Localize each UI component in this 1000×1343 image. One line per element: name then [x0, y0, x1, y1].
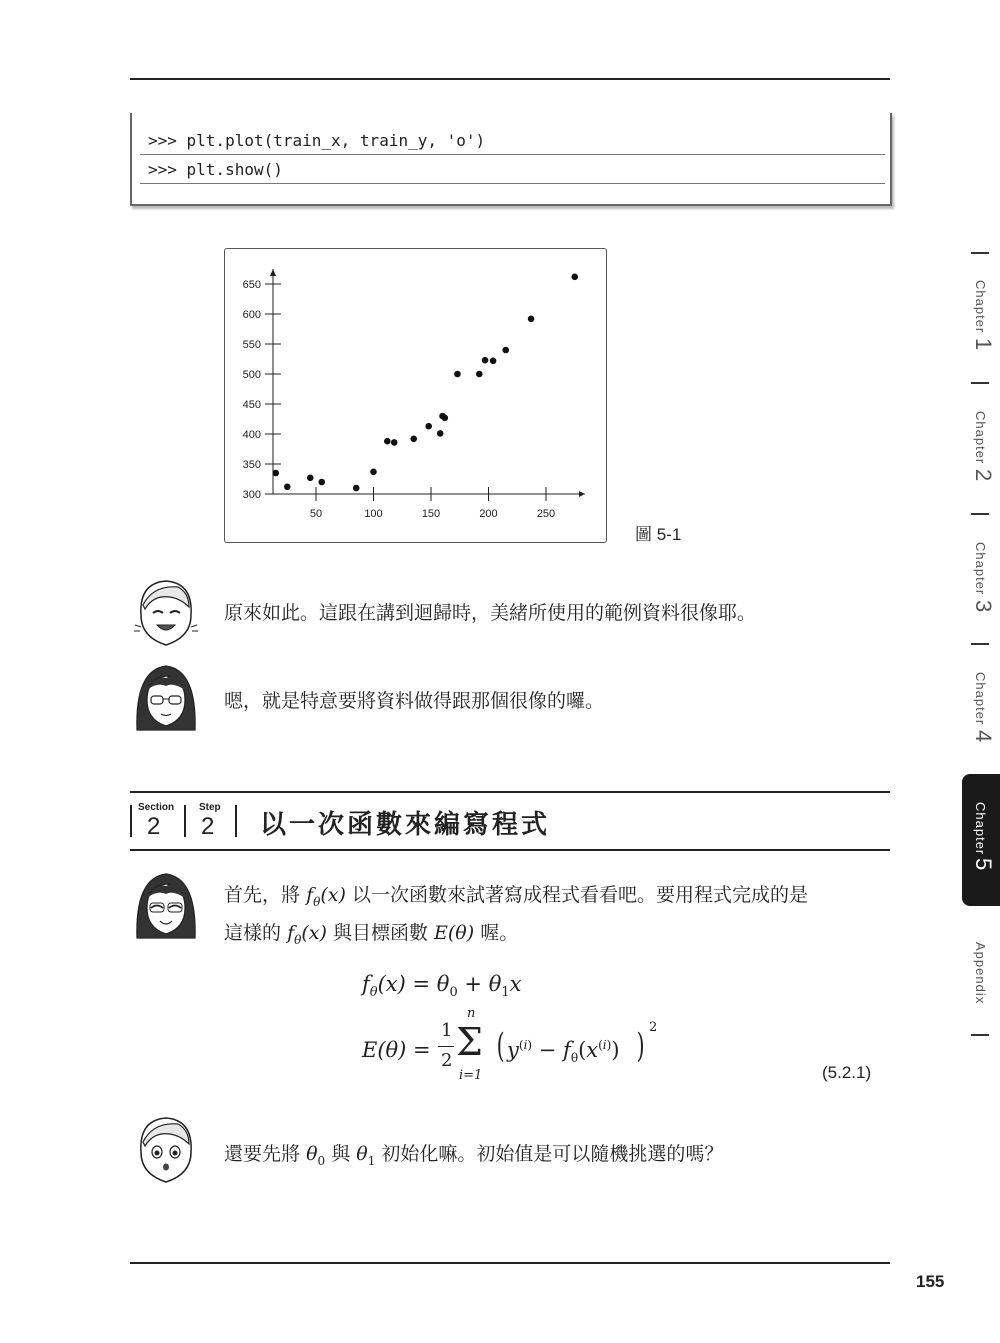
- y-tick-label: 500: [242, 369, 261, 381]
- section-divider: [130, 805, 132, 837]
- y-tick-label: 650: [242, 279, 261, 291]
- page-number: 155: [916, 1272, 945, 1291]
- y-axis-arrow: [270, 269, 276, 276]
- figure-caption: 圖 5-1: [635, 525, 682, 544]
- equation-objective: E(θ) = 1 2 n Σ i=1 ( $y^{(i)} - f_\theta(x^{(i)})$ ) 2: [362, 1006, 658, 1083]
- paragraph-line-1: 首先，將 $f_\theta(x)$ 以一次函數來試著寫成程式看看吧。要用程式完成的是: [224, 884, 808, 909]
- x-tick-label: 250: [536, 508, 556, 520]
- section-title: 以一次函數來編寫程式: [260, 810, 551, 840]
- character-avatar-short-hair: [133, 575, 199, 653]
- character-avatar-long-hair: [133, 660, 199, 738]
- data-point: [384, 438, 391, 445]
- math-f-theta-x: $f_\theta(x)$: [306, 884, 346, 909]
- step-number: 2: [201, 813, 215, 840]
- data-point: [476, 371, 483, 378]
- data-point: [307, 475, 314, 482]
- y-tick-label: 600: [242, 309, 261, 321]
- data-point: [410, 436, 417, 443]
- scatter-chart: [225, 249, 606, 542]
- paragraph: [224, 880, 808, 956]
- data-point: [272, 470, 279, 477]
- dialogue-line: 嗯，就是特意要將資料做得跟那個很像的囉。: [224, 690, 605, 712]
- data-point: [528, 316, 535, 323]
- y-tick-label: 400: [242, 429, 261, 441]
- section-label: Section: [138, 802, 175, 813]
- data-point: [482, 357, 489, 364]
- code-line: >>> plt.plot(train_x, train_y, 'o'): [140, 127, 885, 155]
- character-avatar-short-hair: [133, 1112, 199, 1190]
- tab-chapter-3[interactable]: Chapter 3: [971, 542, 996, 613]
- data-point: [442, 415, 449, 422]
- x-axis-arrow: [579, 491, 585, 497]
- tab-divider: [971, 513, 989, 515]
- question-line: 還要先將 $\theta_0$ 與 $\theta_1$ 初始化嘛。初始值是可以隨機挑選的嗎？: [224, 1143, 724, 1168]
- scatter-figure: [224, 248, 607, 543]
- x-tick-label: 200: [479, 508, 498, 520]
- x-tick-label: 100: [364, 508, 383, 520]
- x-tick-label: 150: [421, 508, 441, 520]
- y-tick-label: 450: [242, 399, 261, 411]
- code-block: [130, 113, 892, 206]
- data-point: [318, 479, 325, 486]
- tab-divider: [971, 643, 989, 645]
- tab-chapter-5-active[interactable]: Chapter 5: [962, 774, 1000, 906]
- x-tick-label: 50: [309, 508, 323, 520]
- dialogue-line: 原來如此。這跟在講到迴歸時，美緒所使用的範例資料很像耶。: [224, 602, 757, 624]
- step-label: Step: [199, 802, 221, 813]
- data-point: [391, 439, 398, 446]
- tab-chapter-2[interactable]: Chapter 2: [971, 411, 996, 482]
- section-bottom-rule: [130, 849, 890, 851]
- section-number: 2: [147, 813, 161, 840]
- bottom-rule: [130, 1262, 890, 1264]
- data-point: [370, 469, 377, 476]
- data-point: [502, 347, 509, 354]
- code-line: >>> plt.show(): [140, 156, 885, 184]
- tab-chapter-4[interactable]: Chapter 4: [971, 672, 996, 743]
- equation-number: (5.2.1): [822, 1063, 872, 1082]
- data-point: [437, 430, 444, 437]
- tab-chapter-1[interactable]: Chapter 1: [971, 280, 996, 351]
- data-point: [284, 484, 291, 491]
- data-point: [490, 358, 497, 365]
- section-divider: [184, 805, 186, 837]
- tab-divider: [971, 252, 989, 254]
- y-tick-label: 550: [242, 339, 261, 351]
- section-divider: [235, 805, 237, 837]
- tab-divider: [971, 1034, 989, 1036]
- math-f-theta-x: $f_\theta(x)$: [287, 921, 327, 947]
- top-rule: [130, 78, 890, 80]
- data-point: [425, 423, 432, 430]
- character-avatar-long-hair: [133, 868, 199, 946]
- data-point: [571, 274, 578, 281]
- data-point: [353, 485, 360, 492]
- y-tick-label: 300: [242, 489, 261, 501]
- section-top-rule: [130, 791, 890, 793]
- tab-appendix[interactable]: Appendix: [973, 942, 988, 1005]
- math-e-theta: E(θ): [434, 921, 475, 944]
- paragraph-line-2: 這樣的 $f_\theta(x)$ 與目標函數 E(θ) 喔。: [224, 921, 519, 947]
- y-tick-label: 350: [242, 459, 261, 471]
- equation-hypothesis: $f_\theta(x) = \theta_0 + \theta_1x$: [362, 972, 522, 1001]
- tab-divider: [971, 382, 989, 384]
- data-point: [454, 371, 461, 378]
